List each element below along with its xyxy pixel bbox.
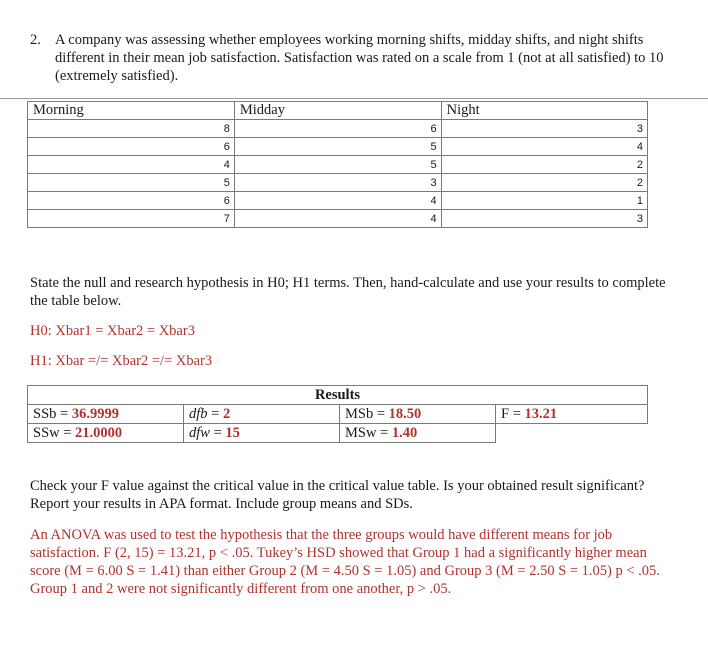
table-row xyxy=(28,192,648,210)
results-title-row xyxy=(28,386,648,405)
cell-night: 4 xyxy=(441,138,647,156)
instruction-apa: Check your F value against the critical value in the critical value table. Is your obtained result significant? Report your results in APA format. Include group means and SDs. xyxy=(30,478,645,512)
dfb-value: 2 xyxy=(222,405,231,422)
ssb-value: 36.9999 xyxy=(71,405,119,422)
cell-night: 1 xyxy=(441,192,647,210)
results-title: Results xyxy=(28,386,648,405)
msb-value: 18.50 xyxy=(388,405,422,422)
data-header-row xyxy=(28,102,648,120)
ssw-label: SSw = xyxy=(33,424,76,441)
horizontal-rule xyxy=(0,98,708,99)
instruction-hypothesis: State the null and research hypothesis in H0; H1 terms. Then, hand-calculate and use your results to complete the table below. xyxy=(30,275,666,309)
cell-morning: 7 xyxy=(28,210,235,228)
apa-answer: An ANOVA was used to test the hypothesis that the three groups would have different means for job satisfaction. F (2, 15) = 13.21, p < .05. Tukey’s HSD showed that Group 1 had a significantly higher mean score (M = 6.00 S = 1.41) than either Group 2 (M = 4.50 S = 1.05) and Group 3 (M = 2.50 S = 1.05) p < .05. Group 1 and 2 were not significantly different from one another, p > .05. xyxy=(30,527,660,597)
ssw-value: 21.0000 xyxy=(75,424,123,441)
cell-morning: 8 xyxy=(28,120,235,138)
msb-cell xyxy=(340,405,496,424)
data-table xyxy=(27,101,648,228)
results-table xyxy=(27,385,648,443)
research-hypothesis: H1: Xbar =/= Xbar2 =/= Xbar3 xyxy=(30,353,213,369)
cell-night: 2 xyxy=(441,156,647,174)
dfb-label: dfb xyxy=(189,405,208,422)
question-block xyxy=(30,31,670,85)
header-night: Night xyxy=(441,102,647,120)
cell-night: 3 xyxy=(441,120,647,138)
results-row-within xyxy=(28,424,648,443)
f-cell xyxy=(496,405,648,424)
cell-morning: 6 xyxy=(28,138,235,156)
table-row xyxy=(28,138,648,156)
cell-morning: 5 xyxy=(28,174,235,192)
ssw-cell xyxy=(28,424,184,443)
cell-midday: 4 xyxy=(234,210,441,228)
question-text: A company was assessing whether employees working morning shifts, midday shifts, and night shifts different in their mean job satisfaction. Satisfaction was rated on a scale from 1 (not at all satisfied) to 10 (extremely satisfied). xyxy=(55,32,664,84)
msb-label: MSb = xyxy=(345,405,389,422)
dfw-label: dfw xyxy=(189,424,210,441)
f-value: 13.21 xyxy=(524,405,558,422)
ssb-cell xyxy=(28,405,184,424)
cell-midday: 4 xyxy=(234,192,441,210)
results-row-between xyxy=(28,405,648,424)
cell-morning: 6 xyxy=(28,192,235,210)
msw-cell xyxy=(340,424,496,443)
dfw-cell: dfw = 15 xyxy=(184,424,340,443)
msw-value: 1.40 xyxy=(391,424,418,441)
cell-midday: 3 xyxy=(234,174,441,192)
table-row xyxy=(28,156,648,174)
cell-midday: 5 xyxy=(234,156,441,174)
msw-label: MSw = xyxy=(345,424,392,441)
ssb-label: SSb = xyxy=(33,405,72,422)
question-number: 2. xyxy=(30,32,41,48)
cell-midday: 5 xyxy=(234,138,441,156)
dfb-cell: dfb = 2 xyxy=(184,405,340,424)
null-hypothesis: H0: Xbar1 = Xbar2 = Xbar3 xyxy=(30,323,195,339)
f-label: F = xyxy=(501,405,525,422)
table-row xyxy=(28,210,648,228)
cell-morning: 4 xyxy=(28,156,235,174)
cell-midday: 6 xyxy=(234,120,441,138)
cell-night: 2 xyxy=(441,174,647,192)
empty-cell xyxy=(496,424,648,443)
cell-night: 3 xyxy=(441,210,647,228)
header-morning: Morning xyxy=(28,102,235,120)
table-row xyxy=(28,120,648,138)
dfw-value: 15 xyxy=(225,424,240,441)
header-midday: Midday xyxy=(234,102,441,120)
table-row xyxy=(28,174,648,192)
